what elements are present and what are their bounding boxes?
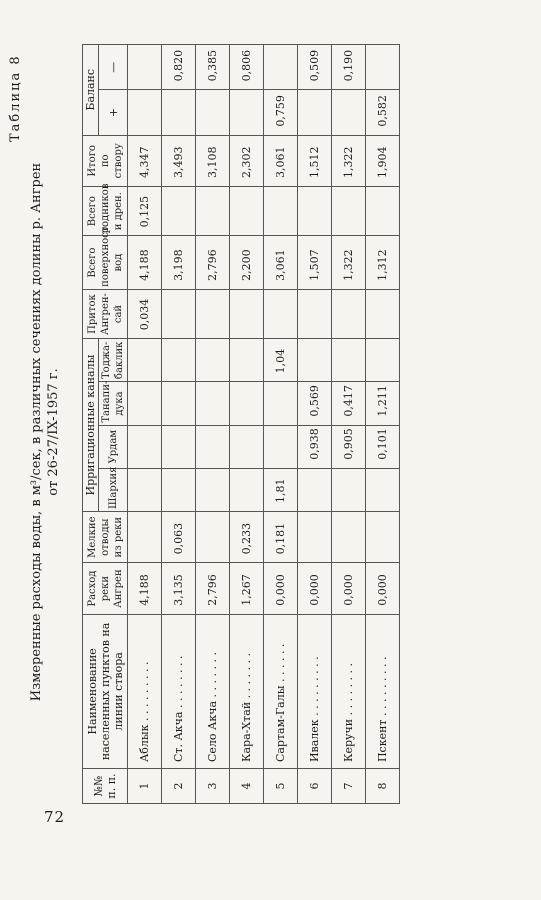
canal-todzha-baklik: [196, 339, 230, 382]
settlement-name: Сартам-Галы . . . . . .: [264, 614, 298, 768]
settlement-name: Аблык . . . . . . . . .: [128, 614, 162, 768]
section-total: 3,061: [264, 135, 298, 186]
small-outflow: 0,233: [230, 511, 264, 562]
balance-plus: [196, 90, 230, 135]
section-total: 3,108: [196, 135, 230, 186]
angren-sai-inflow: [162, 289, 196, 338]
canal-tanapi-duka: 0,417: [332, 382, 366, 425]
water-flow-table: [82, 44, 400, 804]
row-number: 7: [332, 769, 366, 804]
balance-minus: 0,509: [298, 45, 332, 90]
canal-sharkhiya: [196, 468, 230, 511]
row-number: 6: [298, 769, 332, 804]
section-total: 2,302: [230, 135, 264, 186]
header-small-outflows: Мелкие отводы из реки: [83, 511, 128, 562]
balance-plus: [298, 90, 332, 135]
settlement-name: Ст. Акча . . . . . . . .: [162, 614, 196, 768]
header-canal-1: Шархия: [99, 468, 128, 511]
small-outflow: [196, 511, 230, 562]
row-number: 3: [196, 769, 230, 804]
river-flow: 0,000: [332, 563, 366, 614]
canal-todzha-baklik: [366, 339, 400, 382]
total-surface-water: 1,507: [298, 236, 332, 289]
settlement-name: Керучи . . . . . . . .: [332, 614, 366, 768]
table-row: [332, 45, 366, 804]
canal-urdam: [162, 425, 196, 468]
balance-minus: [264, 45, 298, 90]
header-number: №№ п. п.: [83, 769, 128, 804]
total-surface-water: 2,200: [230, 236, 264, 289]
total-springs: [298, 187, 332, 236]
table-row: [162, 45, 196, 804]
balance-plus: 0,759: [264, 90, 298, 135]
total-surface-water: 3,061: [264, 236, 298, 289]
canal-tanapi-duka: [162, 382, 196, 425]
header-balance: Баланс: [83, 45, 99, 136]
canal-sharkhiya: 1,81: [264, 468, 298, 511]
table-caption: [28, 32, 62, 832]
balance-minus: [366, 45, 400, 90]
total-surface-water: 3,198: [162, 236, 196, 289]
canal-tanapi-duka: [128, 382, 162, 425]
angren-sai-inflow: [196, 289, 230, 338]
small-outflow: [128, 511, 162, 562]
river-flow: 0,000: [298, 563, 332, 614]
total-springs: [366, 187, 400, 236]
balance-minus: 0,806: [230, 45, 264, 90]
balance-plus: [332, 90, 366, 135]
header-canal-4: Тоджа-баклик: [99, 339, 128, 382]
header-total-surface: Всего поверхност. вод: [83, 236, 128, 289]
canal-urdam: [128, 425, 162, 468]
balance-plus: 0,582: [366, 90, 400, 135]
settlement-name: Пскент . . . . . . . . .: [366, 614, 400, 768]
canal-urdam: [264, 425, 298, 468]
canal-todzha-baklik: [332, 339, 366, 382]
total-surface-water: 1,322: [332, 236, 366, 289]
table-row: [230, 45, 264, 804]
settlement-name: Село Акча . . . . . . .: [196, 614, 230, 768]
small-outflow: [298, 511, 332, 562]
total-springs: [264, 187, 298, 236]
section-total: 1,322: [332, 135, 366, 186]
table-row: [264, 45, 298, 804]
angren-sai-inflow: [298, 289, 332, 338]
header-row-1: [83, 45, 99, 804]
row-number: 5: [264, 769, 298, 804]
river-flow: 2,796: [196, 563, 230, 614]
balance-minus: 0,190: [332, 45, 366, 90]
canal-sharkhiya: [332, 468, 366, 511]
header-canal-2: Урдам: [99, 425, 128, 468]
canal-sharkhiya: [230, 468, 264, 511]
canal-todzha-baklik: [128, 339, 162, 382]
row-number: 2: [162, 769, 196, 804]
table-row: [196, 45, 230, 804]
canal-urdam: [230, 425, 264, 468]
total-surface-water: 2,796: [196, 236, 230, 289]
angren-sai-inflow: [332, 289, 366, 338]
river-flow: 0,000: [366, 563, 400, 614]
canal-sharkhiya: [298, 468, 332, 511]
canal-todzha-baklik: [162, 339, 196, 382]
caption-line-1: Измеренные расходы воды, в м³/сек, в различных сечениях долины р. Ангрен: [29, 162, 44, 702]
canal-urdam: 0,905: [332, 425, 366, 468]
header-total-springs: Всего родников и дрен.: [83, 187, 128, 236]
canal-tanapi-duka: [264, 382, 298, 425]
total-springs: [230, 187, 264, 236]
river-flow: 1,267: [230, 563, 264, 614]
row-number: 1: [128, 769, 162, 804]
total-surface-water: 4,188: [128, 236, 162, 289]
balance-minus: 0,385: [196, 45, 230, 90]
canal-tanapi-duka: [196, 382, 230, 425]
table-label: Таблица 8: [8, 54, 23, 142]
river-flow: 4,188: [128, 563, 162, 614]
canal-urdam: [196, 425, 230, 468]
header-balance-plus: +: [99, 90, 128, 135]
river-flow: 0,000: [264, 563, 298, 614]
table-row: [298, 45, 332, 804]
header-irrigation-canals: Ирригационные каналы: [83, 339, 99, 512]
table-body: [128, 45, 400, 804]
header-total-section: Итого по створу: [83, 135, 128, 186]
small-outflow: 0,063: [162, 511, 196, 562]
section-total: 1,512: [298, 135, 332, 186]
canal-sharkhiya: [366, 468, 400, 511]
small-outflow: 0,181: [264, 511, 298, 562]
row-number: 4: [230, 769, 264, 804]
total-springs: [332, 187, 366, 236]
angren-sai-inflow: [230, 289, 264, 338]
page-number: 72: [44, 808, 66, 826]
settlement-name: Кара-Хтай . . . . . . .: [230, 614, 264, 768]
total-springs: [196, 187, 230, 236]
table-row: [366, 45, 400, 804]
table-row: [128, 45, 162, 804]
balance-minus: 0,820: [162, 45, 196, 90]
canal-tanapi-duka: 1,211: [366, 382, 400, 425]
canal-sharkhiya: [162, 468, 196, 511]
settlement-name: Ивалек . . . . . . . . .: [298, 614, 332, 768]
canal-urdam: 0,101: [366, 425, 400, 468]
total-springs: 0,125: [128, 187, 162, 236]
section-total: 1,904: [366, 135, 400, 186]
canal-todzha-baklik: [230, 339, 264, 382]
row-number: 8: [366, 769, 400, 804]
canal-sharkhiya: [128, 468, 162, 511]
canal-tanapi-duka: 0,569: [298, 382, 332, 425]
angren-sai-inflow: [264, 289, 298, 338]
header-canal-3: Танапи-дука: [99, 382, 128, 425]
total-springs: [162, 187, 196, 236]
small-outflow: [366, 511, 400, 562]
balance-plus: [230, 90, 264, 135]
caption-line-2: от 26-27/IX-1957 г.: [46, 368, 61, 496]
section-total: 3,493: [162, 135, 196, 186]
canal-urdam: 0,938: [298, 425, 332, 468]
rotated-content: [0, 32, 541, 832]
angren-sai-inflow: [366, 289, 400, 338]
canal-todzha-baklik: [298, 339, 332, 382]
header-inflow: Приток Ангрен-сай: [83, 289, 128, 338]
balance-minus: [128, 45, 162, 90]
angren-sai-inflow: 0,034: [128, 289, 162, 338]
canal-todzha-baklik: 1,04: [264, 339, 298, 382]
balance-plus: [128, 90, 162, 135]
small-outflow: [332, 511, 366, 562]
section-total: 4,347: [128, 135, 162, 186]
river-flow: 3,135: [162, 563, 196, 614]
total-surface-water: 1,312: [366, 236, 400, 289]
balance-plus: [162, 90, 196, 135]
header-flow: Расход реки Ангрен: [83, 563, 128, 614]
header-name: Наименование населенных пунктов на линии створа: [83, 614, 128, 768]
header-balance-minus: —: [99, 45, 128, 90]
canal-tanapi-duka: [230, 382, 264, 425]
